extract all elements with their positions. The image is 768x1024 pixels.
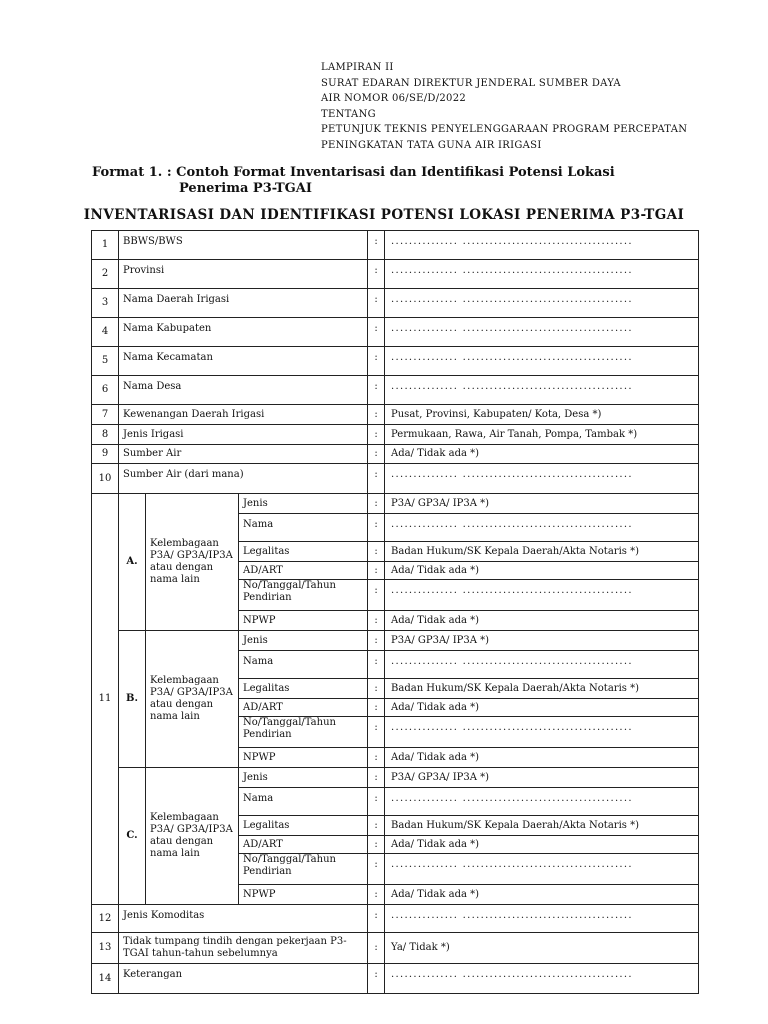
- field-label: No/Tanggal/Tahun Pendirian: [239, 580, 368, 611]
- table-row: [92, 425, 699, 445]
- row-label: Provinsi: [119, 260, 368, 289]
- table-row: [92, 231, 699, 260]
- option-value[interactable]: Ada/ Tidak ada *): [385, 611, 699, 631]
- colon: :: [368, 717, 385, 748]
- row-number: 4: [92, 318, 119, 347]
- table-row: [92, 405, 699, 425]
- colon: :: [368, 964, 385, 994]
- row-label: Tidak tumpang tindih dengan pekerjaan P3-TGAI tahun-tahun sebelumnya: [119, 933, 368, 964]
- option-value[interactable]: Ya/ Tidak *): [385, 933, 699, 964]
- row-number: 8: [92, 425, 119, 445]
- row-label: Jenis Komoditas: [119, 905, 368, 933]
- row-number: 5: [92, 347, 119, 376]
- colon: :: [368, 933, 385, 964]
- kelembagaan-label: Kelembagaan P3A/ GP3A/IP3A atau dengan nama lain: [146, 631, 239, 768]
- row-label: Sumber Air: [119, 445, 368, 464]
- option-value[interactable]: Pusat, Provinsi, Kabupaten/ Kota, Desa *): [385, 405, 699, 425]
- table-row: [92, 494, 699, 514]
- dotted-blank: ............... ......................................: [391, 294, 633, 305]
- dotted-blank: ............... ......................................: [391, 910, 633, 921]
- colon: :: [368, 788, 385, 816]
- document-header: [321, 60, 741, 153]
- colon: :: [368, 836, 385, 854]
- row-number: 2: [92, 260, 119, 289]
- table-row: [92, 260, 699, 289]
- field-label: NPWP: [239, 611, 368, 631]
- fill-field[interactable]: [385, 964, 699, 994]
- dotted-blank: ............... ......................................: [391, 859, 633, 870]
- field-label: Nama: [239, 514, 368, 542]
- option-value[interactable]: Ada/ Tidak ada *): [385, 836, 699, 854]
- field-label: NPWP: [239, 748, 368, 768]
- table-row: [92, 964, 699, 994]
- row-label: Nama Kecamatan: [119, 347, 368, 376]
- colon: :: [368, 699, 385, 717]
- field-label: Jenis: [239, 494, 368, 514]
- dotted-blank: ............... ......................................: [391, 352, 633, 363]
- fill-field[interactable]: [385, 651, 699, 679]
- fill-field[interactable]: [385, 260, 699, 289]
- header-line: AIR NOMOR 06/SE/D/2022: [321, 93, 467, 104]
- section-letter: C.: [119, 768, 146, 905]
- field-label: Jenis: [239, 768, 368, 788]
- fill-field[interactable]: [385, 376, 699, 405]
- option-value[interactable]: Ada/ Tidak ada *): [385, 885, 699, 905]
- header-line: PENINGKATAN TATA GUNA AIR IRIGASI: [321, 139, 542, 151]
- format-caption: [92, 165, 615, 197]
- colon: :: [368, 562, 385, 580]
- row-label: Sumber Air (dari mana): [119, 464, 368, 494]
- kelembagaan-label: Kelembagaan P3A/ GP3A/IP3A atau dengan nama lain: [146, 494, 239, 631]
- colon: :: [368, 445, 385, 464]
- table-row: [92, 768, 699, 788]
- colon: :: [368, 854, 385, 885]
- dotted-blank: ............... ......................................: [391, 722, 633, 733]
- colon: :: [368, 318, 385, 347]
- header-line: SURAT EDARAN DIREKTUR JENDERAL SUMBER DAYA: [321, 77, 621, 89]
- row-number: 3: [92, 289, 119, 318]
- row-label: Nama Daerah Irigasi: [119, 289, 368, 318]
- table-row: [92, 631, 699, 651]
- fill-field[interactable]: [385, 464, 699, 494]
- colon: :: [368, 260, 385, 289]
- row-number: 6: [92, 376, 119, 405]
- kelembagaan-label: Kelembagaan P3A/ GP3A/IP3A atau dengan nama lain: [146, 768, 239, 905]
- option-value[interactable]: Ada/ Tidak ada *): [385, 748, 699, 768]
- field-label: AD/ART: [239, 562, 368, 580]
- row-number: 12: [92, 905, 119, 933]
- fill-field[interactable]: [385, 231, 699, 260]
- dotted-blank: ............... ......................................: [391, 236, 633, 247]
- option-value[interactable]: Ada/ Tidak ada *): [385, 699, 699, 717]
- table-row: [92, 933, 699, 964]
- table-row: [92, 376, 699, 405]
- row-label: Kewenangan Daerah Irigasi: [119, 405, 368, 425]
- table-row: [92, 464, 699, 494]
- row-number: 1: [92, 231, 119, 260]
- colon: :: [368, 425, 385, 445]
- header-line: PETUNJUK TEKNIS PENYELENGGARAAN PROGRAM PERCEPATAN: [321, 124, 688, 135]
- colon: :: [368, 885, 385, 905]
- dotted-blank: ............... ......................................: [391, 793, 633, 804]
- fill-field[interactable]: [385, 318, 699, 347]
- dotted-blank: ............... ......................................: [391, 519, 633, 530]
- option-value[interactable]: Permukaan, Rawa, Air Tanah, Pompa, Tambak *): [385, 425, 699, 445]
- table-row: [92, 347, 699, 376]
- row-label: Jenis Irigasi: [119, 425, 368, 445]
- table-row: [92, 289, 699, 318]
- colon: :: [368, 231, 385, 260]
- format-caption-line1: Format 1. : Contoh Format Inventarisasi dan Identifikasi Potensi Lokasi: [92, 165, 615, 180]
- row-number: 14: [92, 964, 119, 994]
- fill-field[interactable]: [385, 580, 699, 611]
- field-label: Legalitas: [239, 816, 368, 836]
- option-value[interactable]: Badan Hukum/SK Kepala Daerah/Akta Notaris *): [385, 679, 699, 699]
- colon: :: [368, 347, 385, 376]
- colon: :: [368, 494, 385, 514]
- option-value[interactable]: Ada/ Tidak ada *): [385, 562, 699, 580]
- row-number: 7: [92, 405, 119, 425]
- row-number: 9: [92, 445, 119, 464]
- option-value[interactable]: P3A/ GP3A/ IP3A *): [385, 494, 699, 514]
- table-row: [92, 318, 699, 347]
- inventory-form-table: [91, 230, 699, 994]
- colon: :: [368, 651, 385, 679]
- dotted-blank: ............... ......................................: [391, 265, 633, 276]
- fill-field[interactable]: [385, 347, 699, 376]
- colon: :: [368, 768, 385, 788]
- dotted-blank: ............... ......................................: [391, 381, 633, 392]
- option-value[interactable]: P3A/ GP3A/ IP3A *): [385, 631, 699, 651]
- colon: :: [368, 580, 385, 611]
- row-label: Nama Kabupaten: [119, 318, 368, 347]
- page-title: INVENTARISASI DAN IDENTIFIKASI POTENSI LOKASI PENERIMA P3-TGAI: [83, 207, 685, 223]
- option-value[interactable]: P3A/ GP3A/ IP3A *): [385, 768, 699, 788]
- colon: :: [368, 905, 385, 933]
- colon: :: [368, 679, 385, 699]
- row-label: BBWS/BWS: [119, 231, 368, 260]
- field-label: Legalitas: [239, 542, 368, 562]
- section-letter: B.: [119, 631, 146, 768]
- field-label: Legalitas: [239, 679, 368, 699]
- row-number: 10: [92, 464, 119, 494]
- dotted-blank: ............... ......................................: [391, 585, 633, 596]
- table-row: [92, 905, 699, 933]
- colon: :: [368, 816, 385, 836]
- colon: :: [368, 514, 385, 542]
- field-label: NPWP: [239, 885, 368, 905]
- colon: :: [368, 542, 385, 562]
- option-value[interactable]: Ada/ Tidak ada *): [385, 445, 699, 464]
- colon: :: [368, 376, 385, 405]
- field-label: No/Tanggal/Tahun Pendirian: [239, 854, 368, 885]
- colon: :: [368, 611, 385, 631]
- fill-field[interactable]: [385, 717, 699, 748]
- dotted-blank: ............... ......................................: [391, 656, 633, 667]
- header-line: TENTANG: [321, 108, 376, 120]
- fill-field[interactable]: [385, 289, 699, 318]
- fill-field[interactable]: [385, 905, 699, 933]
- colon: :: [368, 748, 385, 768]
- colon: :: [368, 464, 385, 494]
- format-caption-line2: Penerima P3-TGAI: [179, 181, 312, 196]
- table-row: [92, 445, 699, 464]
- dotted-blank: ............... ......................................: [391, 323, 633, 334]
- fill-field[interactable]: [385, 854, 699, 885]
- field-label: No/Tanggal/Tahun Pendirian: [239, 717, 368, 748]
- dotted-blank: ............... ......................................: [391, 469, 633, 480]
- header-line: LAMPIRAN II: [321, 62, 394, 73]
- field-label: AD/ART: [239, 699, 368, 717]
- field-label: AD/ART: [239, 836, 368, 854]
- option-value[interactable]: Badan Hukum/SK Kepala Daerah/Akta Notaris *): [385, 542, 699, 562]
- dotted-blank: ............... ......................................: [391, 969, 633, 980]
- field-label: Jenis: [239, 631, 368, 651]
- colon: :: [368, 289, 385, 318]
- field-label: Nama: [239, 788, 368, 816]
- row-number: 11: [92, 494, 119, 905]
- option-value[interactable]: Badan Hukum/SK Kepala Daerah/Akta Notaris *): [385, 816, 699, 836]
- colon: :: [368, 631, 385, 651]
- section-letter: A.: [119, 494, 146, 631]
- fill-field[interactable]: [385, 514, 699, 542]
- fill-field[interactable]: [385, 788, 699, 816]
- field-label: Nama: [239, 651, 368, 679]
- row-label: Keterangan: [119, 964, 368, 994]
- colon: :: [368, 405, 385, 425]
- row-number: 13: [92, 933, 119, 964]
- row-label: Nama Desa: [119, 376, 368, 405]
